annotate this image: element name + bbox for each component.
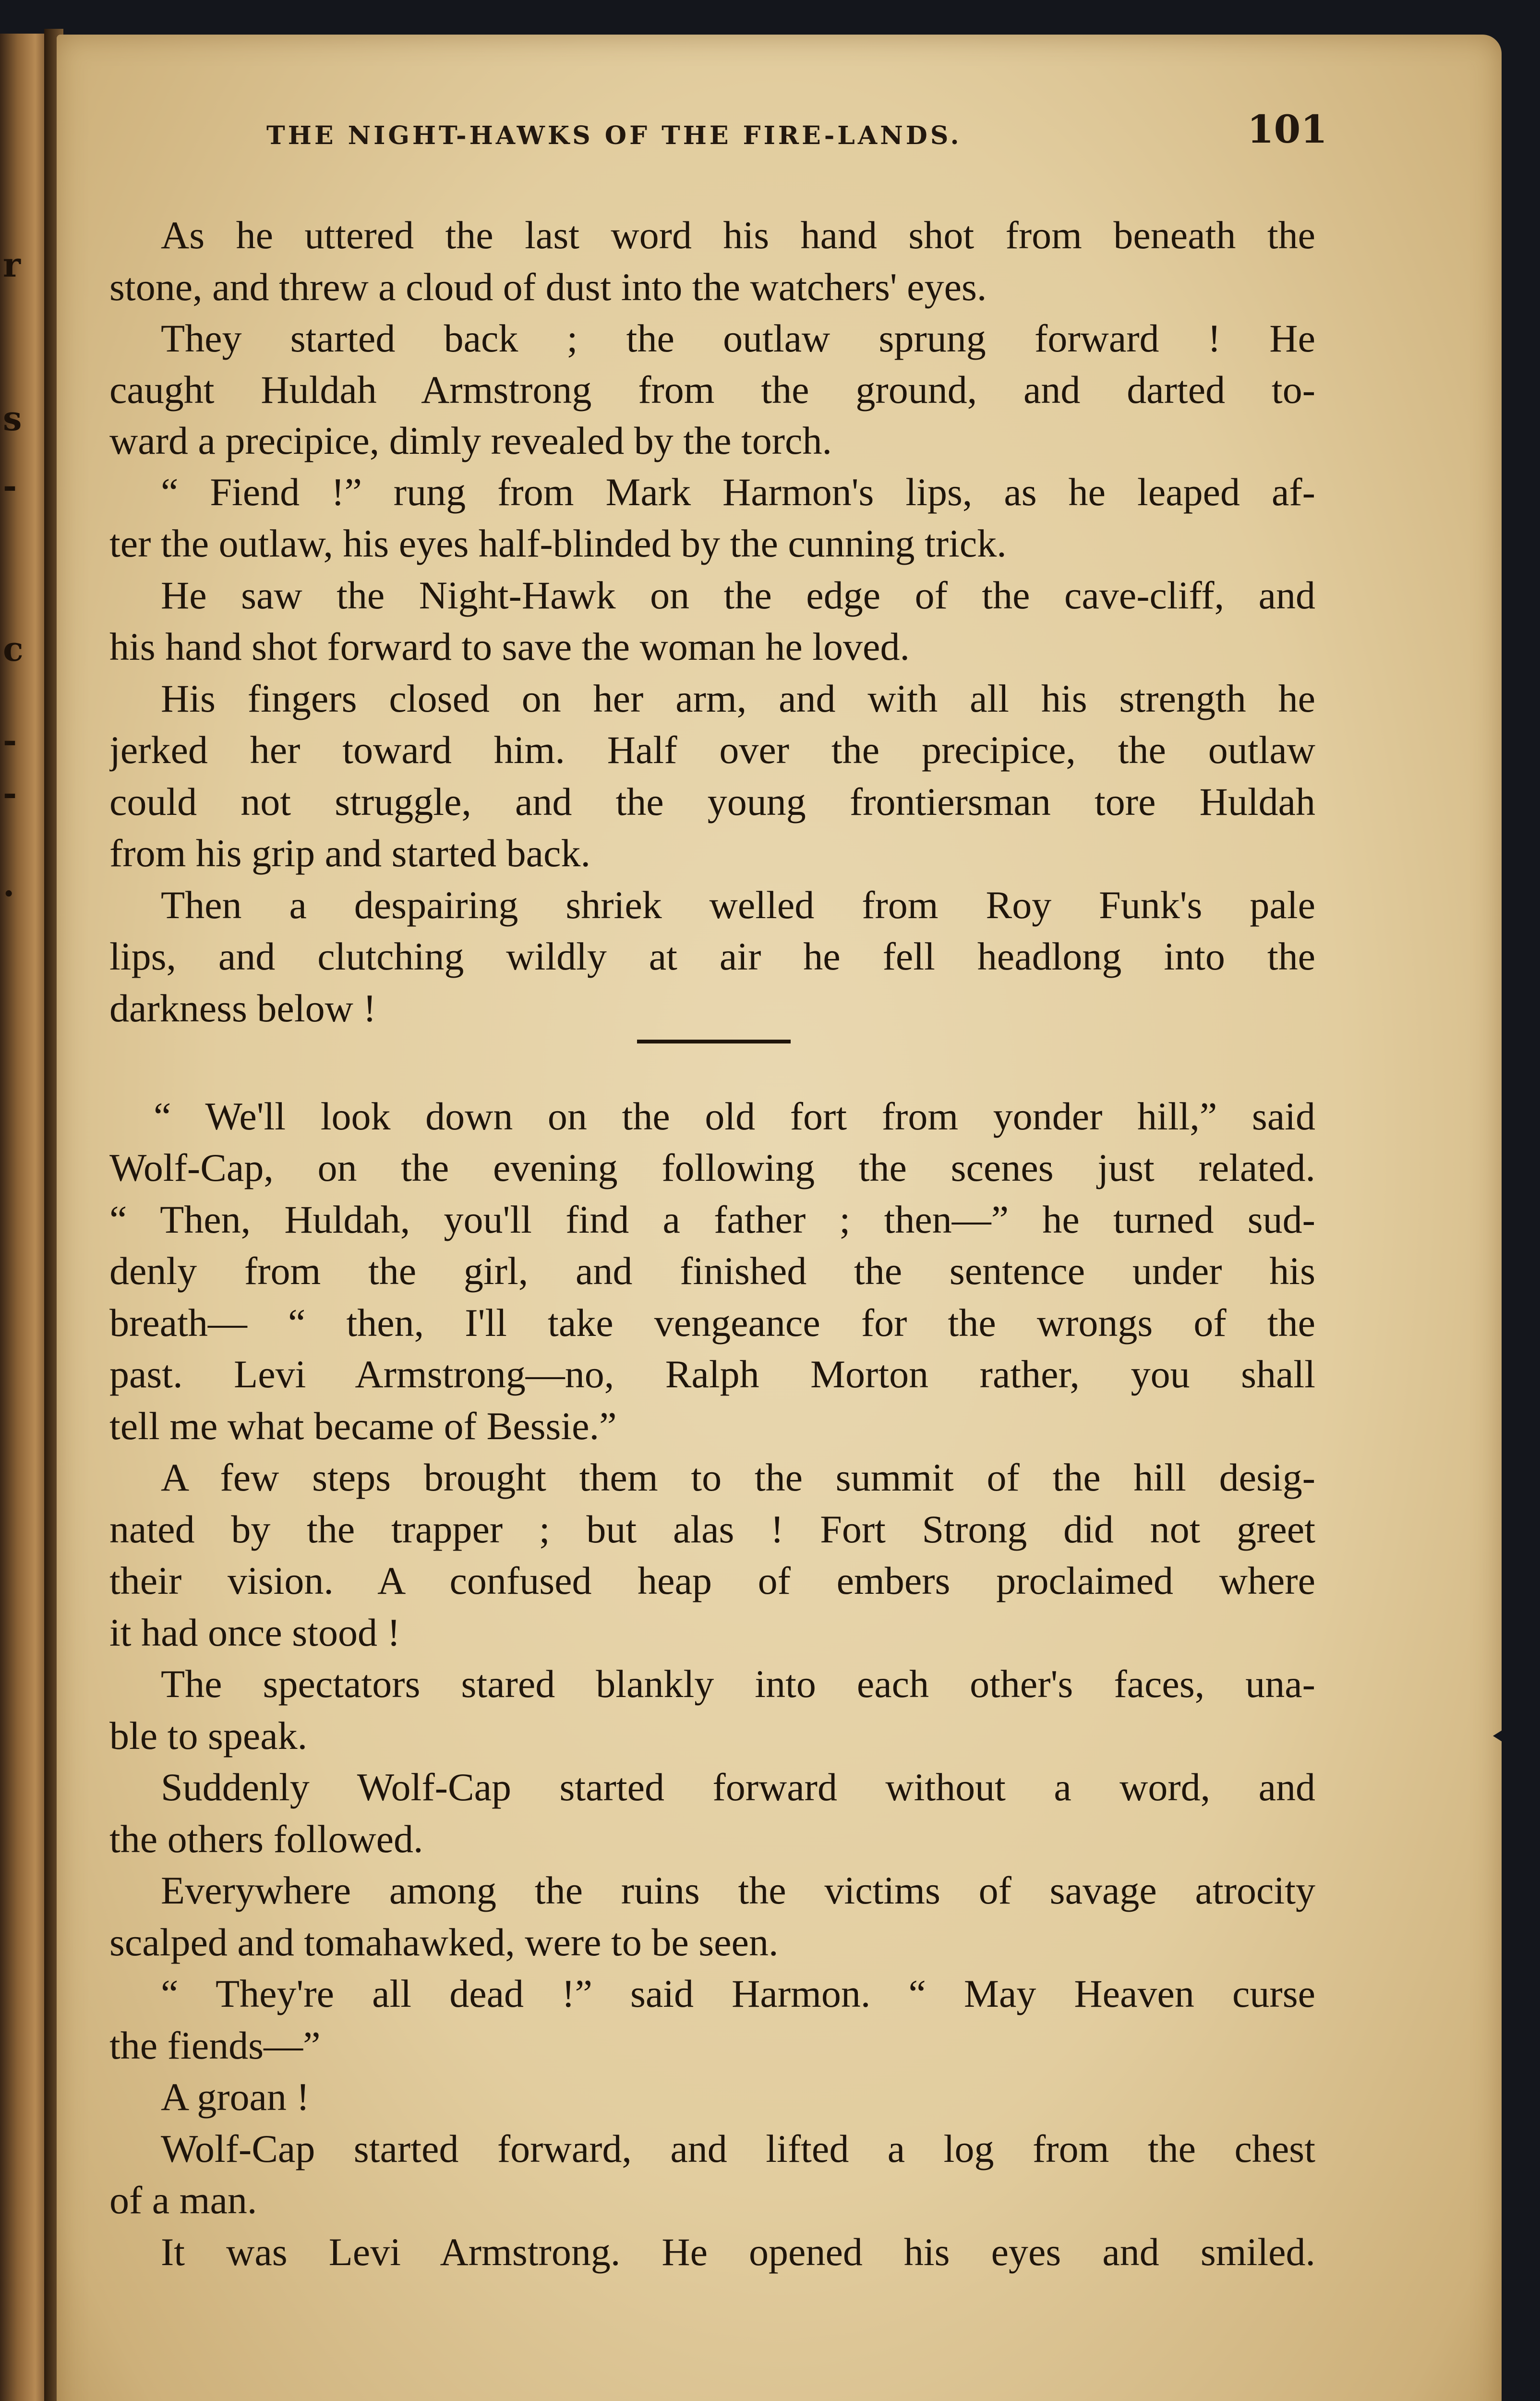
- text-line: past. Levi Armstrong—no, Ralph Morton rather, you shall: [109, 1352, 1315, 1396]
- text-line: the others followed.: [109, 1817, 423, 1861]
- page-number: 101: [1247, 107, 1327, 152]
- text-line: their vision. A confused heap of embers proclaimed where: [109, 1559, 1315, 1602]
- text-line: breath— “ then, I'll take vengeance for the wrongs of the: [109, 1301, 1315, 1345]
- fragment-glyph: c: [3, 629, 24, 669]
- text-line: ward a precipice, dimly revealed by the torch.: [109, 419, 832, 462]
- previous-page-edge: [0, 34, 50, 2401]
- text-line: “ They're all dead !” said Harmon. “ May Heaven curse: [161, 1972, 1315, 2015]
- text-line: darkness below !: [109, 986, 376, 1030]
- text-line: denly from the girl, and finished the sentence under his: [109, 1249, 1315, 1293]
- text-line: of a man.: [109, 2178, 257, 2222]
- text-line: It was Levi Armstrong. He opened his eyes and smiled.: [161, 2230, 1315, 2274]
- text-line: A few steps brought them to the summit of the hill desig-: [161, 1455, 1315, 1499]
- text-line: The spectators stared blankly into each other's faces, una-: [161, 1662, 1315, 1706]
- text-line: “ Then, Huldah, you'll find a father ; then—” he turned sud-: [109, 1198, 1315, 1241]
- text-line: lips, and clutching wildly at air he fell headlong into the: [109, 934, 1315, 978]
- fragment-glyph: -: [3, 773, 17, 813]
- text-line: “ Fiend !” rung from Mark Harmon's lips, as he leaped af-: [161, 470, 1315, 514]
- text-line: ble to speak.: [109, 1714, 308, 1758]
- text-line: it had once stood !: [109, 1611, 400, 1654]
- text-line: “ We'll look down on the old fort from yonder hill,” said: [154, 1094, 1315, 1138]
- text-line: They started back ; the outlaw sprung forward ! He: [161, 316, 1315, 360]
- text-line: His fingers closed on her arm, and with all his strength he: [161, 677, 1315, 720]
- text-line: caught Huldah Armstrong from the ground, and darted to-: [109, 368, 1315, 412]
- fragment-glyph: s: [3, 399, 22, 438]
- fragment-glyph: -: [3, 466, 17, 506]
- text-line: scalped and tomahawked, were to be seen.: [109, 1920, 779, 1964]
- section-divider: [637, 1040, 791, 1043]
- text-line: the fiends—”: [109, 2024, 321, 2067]
- fragment-glyph: -: [3, 720, 17, 760]
- text-line: Wolf-Cap, on the evening following the scenes just related.: [109, 1146, 1315, 1189]
- text-line: He saw the Night-Hawk on the edge of the cave-cliff, and: [161, 573, 1315, 617]
- text-line: jerked her toward him. Half over the precipice, the outlaw: [109, 728, 1315, 772]
- text-line: from his grip and started back.: [109, 831, 590, 875]
- text-line: ter the outlaw, his eyes half-blinded by the cunning trick.: [109, 521, 1007, 565]
- text-line: tell me what became of Bessie.”: [109, 1404, 617, 1448]
- text-line: As he uttered the last word his hand shot from beneath the: [161, 213, 1315, 257]
- text-line: A groan !: [161, 2075, 310, 2119]
- fragment-glyph: .: [3, 864, 15, 904]
- text-line: Then a despairing shriek welled from Roy Funk's pale: [161, 883, 1315, 927]
- text-line: could not struggle, and the young frontiersman tore Huldah: [109, 780, 1315, 824]
- text-line: nated by the trapper ; but alas ! Fort Strong did not greet: [109, 1507, 1315, 1551]
- text-line: Wolf-Cap started forward, and lifted a log from the chest: [161, 2127, 1315, 2171]
- text-line: stone, and threw a cloud of dust into the watchers' eyes.: [109, 265, 987, 309]
- text-line: Everywhere among the ruins the victims of savage atrocity: [161, 1868, 1315, 1912]
- text-line: Suddenly Wolf-Cap started forward without a word, and: [161, 1765, 1315, 1809]
- fragment-glyph: r: [3, 245, 21, 285]
- text-line: his hand shot forward to save the woman he loved.: [109, 625, 910, 668]
- running-title: THE NIGHT-HAWKS OF THE FIRE-LANDS.: [266, 121, 962, 150]
